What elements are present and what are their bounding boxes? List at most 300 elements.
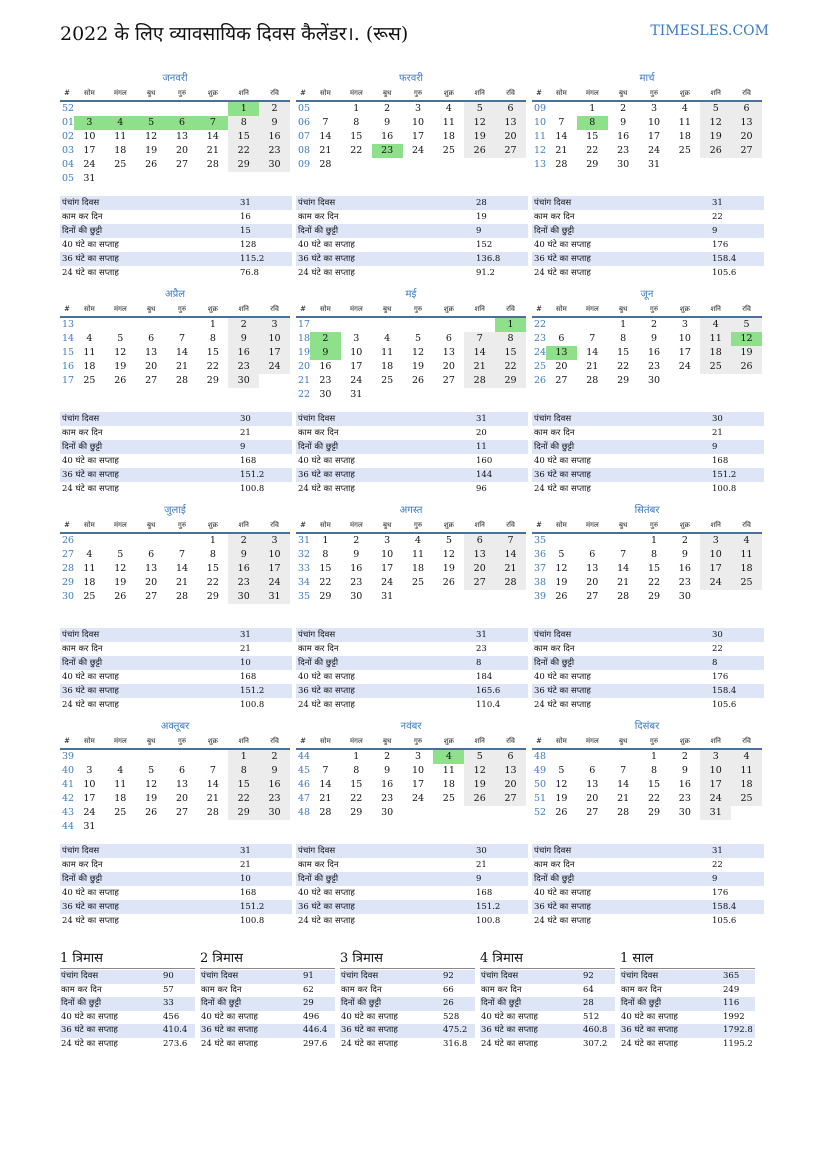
day-cell: 19 — [555, 577, 568, 588]
stat-value: 96 — [476, 484, 487, 494]
summary-row — [480, 970, 615, 984]
stat-label: पंचांग दिवस — [534, 198, 572, 208]
stat-label: काम कर दिन — [62, 428, 103, 438]
week-number: 24 — [534, 347, 547, 358]
empty-cell — [197, 102, 228, 116]
day-cell: 9 — [681, 549, 688, 560]
stat-row — [296, 468, 528, 482]
day-cell: 8 — [228, 764, 259, 778]
day-cell: 1 — [620, 319, 627, 330]
weekday-label: रवि — [506, 737, 515, 745]
day-cell: 1 — [650, 535, 658, 546]
stat-label: काम कर दिन — [298, 644, 339, 654]
stat-label: काम कर दिन — [298, 860, 339, 870]
empty-cell — [495, 590, 526, 604]
day-cell: 7 — [495, 534, 526, 548]
empty-cell — [105, 102, 136, 116]
month-calendar — [532, 288, 762, 388]
stat-label: दिनों की छुट्टी — [534, 226, 575, 236]
summary-value: 92 — [583, 971, 594, 981]
empty-cell — [197, 172, 228, 186]
day-cell: 19 — [145, 145, 158, 156]
stat-label: काम कर दिन — [62, 644, 103, 654]
empty-cell — [700, 374, 731, 388]
summary-value: 66 — [443, 984, 454, 995]
week-number: 17 — [298, 319, 311, 330]
weekday-label: शनि — [474, 305, 485, 313]
stat-value: 31 — [240, 630, 251, 640]
weekday-label: गुरु — [413, 305, 423, 313]
weekday-label: गुरु — [177, 521, 187, 529]
week-number: 44 — [298, 751, 311, 762]
day-cell: 7 — [322, 117, 329, 128]
day-cell: 12 — [464, 764, 495, 778]
summary-block — [200, 950, 335, 1051]
week-number: 29 — [62, 577, 75, 588]
week-number: 08 — [298, 145, 311, 156]
day-cell: 15 — [617, 347, 630, 358]
weekday-label: सोम — [556, 521, 567, 529]
month-grid — [60, 102, 290, 186]
weekday-label: मंगल — [349, 305, 363, 313]
day-cell: 14 — [206, 131, 219, 142]
day-cell: 9 — [650, 333, 658, 344]
day-cell: 6 — [589, 765, 596, 776]
day-cell: 24 — [259, 360, 290, 374]
stat-label: काम कर दिन — [298, 212, 339, 222]
day-cell: 26 — [555, 591, 568, 602]
day-cell: 25 — [731, 792, 762, 806]
summary-label: 40 घंटे का सप्ताह — [341, 1011, 398, 1022]
weekday-label: शुक्र — [679, 737, 690, 745]
summary-value: 29 — [303, 998, 314, 1008]
stat-label: 36 घंटे का सप्ताह — [62, 470, 119, 480]
stat-row — [532, 642, 764, 656]
day-cell: 24 — [700, 576, 731, 590]
day-cell: 20 — [555, 361, 568, 372]
summary-block — [620, 950, 755, 1051]
month-name: मार्च — [639, 73, 655, 84]
summary-label: 24 घंटे का सप्ताह — [201, 1038, 258, 1049]
weekday-label: बुध — [618, 521, 628, 529]
summary-value: 62 — [303, 984, 314, 995]
summary-value: 456 — [163, 1011, 180, 1022]
month-name: अगस्त — [399, 505, 423, 516]
day-cell: 12 — [442, 549, 455, 560]
stat-value: 9 — [476, 226, 482, 236]
day-cell: 20 — [495, 130, 526, 144]
empty-cell — [577, 318, 608, 332]
stat-value: 158.4 — [712, 254, 737, 264]
stat-label: 36 घंटे का सप्ताह — [534, 470, 591, 480]
day-cell: 5 — [117, 549, 124, 560]
stat-value: 31 — [240, 198, 251, 208]
stat-label: 24 घंटे का सप्ताह — [298, 484, 355, 494]
summary-block — [480, 950, 615, 1051]
stat-value: 168 — [240, 888, 257, 898]
summary-title: 1 त्रिमास — [60, 950, 195, 969]
day-cell: 28 — [586, 375, 599, 386]
week-number: 43 — [62, 807, 75, 818]
day-cell: 3 — [700, 534, 731, 548]
summary-label: काम कर दिन — [481, 984, 522, 995]
day-cell: 4 — [86, 333, 93, 344]
day-cell: 20 — [586, 577, 599, 588]
empty-cell — [403, 318, 434, 332]
day-cell: 5 — [464, 750, 495, 764]
summary-value: 316.8 — [443, 1038, 468, 1049]
stat-value: 21 — [240, 860, 251, 870]
day-cell: 11 — [411, 549, 425, 560]
empty-cell — [259, 374, 290, 388]
week-number: 26 — [62, 535, 75, 546]
stat-row — [296, 440, 528, 454]
stat-label: 24 घंटे का सप्ताह — [62, 268, 119, 278]
day-cell: 6 — [167, 116, 198, 130]
day-cell: 3 — [681, 319, 688, 330]
day-cell: 31 — [381, 591, 394, 602]
summary-value: 446.4 — [303, 1025, 328, 1035]
day-cell: 1 — [650, 751, 658, 762]
day-cell: 8 — [209, 549, 216, 560]
summary-value: 92 — [443, 971, 454, 981]
day-cell: 10 — [647, 117, 661, 128]
day-cell: 14 — [175, 563, 189, 574]
stat-value: 100.8 — [240, 916, 265, 926]
day-cell: 22 — [228, 144, 259, 158]
week-number: 47 — [298, 793, 311, 804]
empty-cell — [136, 102, 167, 116]
empty-cell — [197, 750, 228, 764]
stat-row — [296, 454, 528, 468]
day-cell: 3 — [86, 765, 93, 776]
stat-label: काम कर दिन — [534, 212, 575, 222]
empty-cell — [403, 388, 434, 402]
day-cell: 23 — [617, 145, 630, 156]
stat-label: 24 घंटे का सप्ताह — [534, 700, 591, 710]
month-stats — [532, 412, 764, 496]
stat-value: 105.6 — [712, 268, 737, 278]
day-cell: 27 — [731, 144, 762, 158]
weekday-header — [60, 734, 290, 750]
day-cell: 8 — [322, 549, 329, 560]
summary-value: 460.8 — [583, 1025, 608, 1035]
day-cell: 16 — [228, 562, 259, 576]
stat-value: 151.2 — [712, 470, 737, 480]
weekday-label: गुरु — [649, 305, 659, 313]
stat-value: 151.2 — [240, 686, 265, 696]
weekday-label: # — [536, 737, 542, 745]
stat-label: 40 घंटे का सप्ताह — [298, 888, 355, 898]
empty-cell — [546, 102, 577, 116]
day-cell: 23 — [350, 577, 363, 588]
day-cell: 21 — [464, 360, 495, 374]
summary-row — [60, 1038, 195, 1052]
week-number: 46 — [298, 779, 311, 790]
day-cell: 20 — [464, 562, 495, 576]
day-cell: 14 — [617, 563, 630, 574]
weekday-label: मंगल — [349, 737, 363, 745]
stat-value: 151.2 — [240, 470, 265, 480]
weekday-label: रवि — [270, 737, 279, 745]
stat-row — [532, 886, 764, 900]
summary-label: पंचांग दिवस — [341, 971, 379, 981]
weekday-label: शुक्र — [443, 89, 454, 97]
day-cell: 16 — [647, 347, 661, 358]
day-cell: 1 — [495, 318, 526, 332]
week-number: 49 — [534, 765, 547, 776]
day-cell: 15 — [586, 131, 599, 142]
day-cell: 12 — [555, 779, 568, 790]
empty-cell — [136, 750, 167, 764]
day-cell: 12 — [145, 779, 158, 790]
stat-row — [296, 412, 528, 426]
empty-cell — [608, 750, 639, 764]
day-cell: 9 — [228, 548, 259, 562]
day-cell: 17 — [381, 563, 394, 574]
day-cell: 1 — [322, 535, 329, 546]
day-cell: 25 — [731, 576, 762, 590]
stat-label: दिनों की छुट्टी — [298, 874, 339, 884]
empty-cell — [731, 806, 762, 820]
day-cell: 27 — [175, 807, 189, 818]
stat-row — [296, 670, 528, 684]
day-cell: 21 — [175, 577, 189, 588]
stat-row — [532, 858, 764, 872]
weekday-label: शुक्र — [679, 305, 690, 313]
stat-label: 24 घंटे का सप्ताह — [62, 484, 119, 494]
day-cell: 11 — [381, 347, 394, 358]
day-cell: 10 — [411, 765, 425, 776]
day-cell: 2 — [681, 751, 688, 762]
day-cell: 9 — [228, 332, 259, 346]
weekday-label: गुरु — [177, 305, 187, 313]
weekday-header — [532, 302, 762, 318]
day-cell: 4 — [117, 765, 124, 776]
day-cell: 13 — [586, 563, 599, 574]
stat-row — [296, 914, 528, 928]
stat-row — [296, 224, 528, 238]
day-cell: 20 — [175, 793, 189, 804]
week-number: 05 — [298, 103, 311, 114]
day-cell: 2 — [620, 103, 627, 114]
day-cell: 2 — [259, 102, 290, 116]
day-cell: 26 — [731, 360, 762, 374]
day-cell: 2 — [681, 535, 688, 546]
day-cell: 22 — [495, 360, 526, 374]
day-cell: 18 — [114, 793, 127, 804]
week-number: 37 — [534, 563, 547, 574]
day-cell: 17 — [700, 562, 731, 576]
week-number: 04 — [62, 159, 75, 170]
stat-label: 36 घंटे का सप्ताह — [298, 902, 355, 912]
week-number: 22 — [534, 319, 547, 330]
week-number: 19 — [298, 347, 311, 358]
day-cell: 16 — [259, 130, 290, 144]
day-cell: 18 — [678, 131, 691, 142]
day-cell: 20 — [145, 361, 158, 372]
day-cell: 14 — [319, 131, 332, 142]
day-cell: 13 — [731, 116, 762, 130]
empty-cell — [259, 820, 290, 834]
stat-label: पंचांग दिवस — [298, 630, 336, 640]
empty-cell — [167, 318, 198, 332]
stat-label: पंचांग दिवस — [62, 198, 100, 208]
month-calendar — [296, 288, 526, 402]
empty-cell — [105, 750, 136, 764]
month-grid — [296, 750, 526, 820]
stat-value: 100.8 — [712, 484, 737, 494]
day-cell: 4 — [700, 318, 731, 332]
day-cell: 28 — [319, 159, 332, 170]
month-stats — [532, 844, 764, 928]
day-cell: 21 — [617, 577, 630, 588]
day-cell: 19 — [411, 361, 425, 372]
summary-value: 64 — [583, 984, 594, 995]
day-cell: 14 — [206, 779, 219, 790]
day-cell: 15 — [206, 347, 219, 358]
day-cell: 9 — [384, 117, 391, 128]
day-cell: 17 — [411, 779, 425, 790]
day-cell: 3 — [650, 103, 658, 114]
day-cell: 2 — [228, 534, 259, 548]
month-grid — [296, 318, 526, 402]
stat-label: 40 घंटे का सप्ताह — [534, 456, 591, 466]
weekday-label: मंगल — [585, 737, 599, 745]
summary-row — [620, 997, 755, 1011]
empty-cell — [433, 158, 464, 172]
day-cell: 29 — [647, 591, 661, 602]
summary-row — [200, 997, 335, 1011]
stat-value: 30 — [240, 414, 251, 424]
month-stats — [60, 844, 292, 928]
day-cell: 15 — [647, 563, 661, 574]
day-cell: 24 — [411, 145, 425, 156]
day-cell: 10 — [83, 779, 96, 790]
stat-value: 160 — [476, 456, 493, 466]
week-number: 07 — [298, 131, 311, 142]
day-cell: 5 — [558, 549, 565, 560]
weekday-label: रवि — [742, 89, 751, 97]
stat-value: 9 — [712, 874, 718, 884]
stat-value: 151.2 — [476, 902, 501, 912]
week-number: 39 — [62, 751, 75, 762]
day-cell: 30 — [678, 807, 691, 818]
day-cell: 19 — [464, 130, 495, 144]
weekday-label: बुध — [146, 521, 156, 529]
weekday-label: शनि — [474, 737, 485, 745]
weekday-header — [60, 302, 290, 318]
stat-row — [60, 858, 292, 872]
stat-row — [60, 238, 292, 252]
week-number: 05 — [62, 173, 75, 184]
summary-label: पंचांग दिवस — [201, 971, 239, 981]
site-link[interactable]: TIMESLES.COM — [650, 23, 769, 39]
week-number: 21 — [298, 375, 311, 386]
month-grid — [532, 750, 762, 820]
stat-label: दिनों की छुट्टी — [534, 442, 575, 452]
week-number: 27 — [62, 549, 75, 560]
day-cell: 24 — [678, 361, 691, 372]
day-cell: 19 — [145, 793, 158, 804]
day-cell: 20 — [145, 577, 158, 588]
month-name: जनवरी — [162, 73, 188, 84]
day-cell: 16 — [319, 361, 332, 372]
week-number: 14 — [62, 333, 75, 344]
day-cell: 18 — [731, 778, 762, 792]
month-name: जून — [640, 289, 654, 300]
stat-value: 105.6 — [712, 700, 737, 710]
day-cell: 13 — [145, 347, 158, 358]
day-cell: 12 — [411, 347, 425, 358]
summary-label: काम कर दिन — [621, 984, 662, 995]
weekday-label: # — [64, 737, 70, 745]
day-cell: 6 — [445, 333, 452, 344]
weekday-label: बुध — [146, 737, 156, 745]
day-cell: 9 — [259, 764, 290, 778]
stat-label: काम कर दिन — [298, 428, 339, 438]
day-cell: 22 — [586, 145, 599, 156]
empty-cell — [433, 806, 464, 820]
day-cell: 27 — [145, 591, 158, 602]
month-stats — [60, 412, 292, 496]
empty-cell — [310, 318, 341, 332]
summary-row — [620, 984, 755, 998]
month-calendar — [532, 504, 762, 604]
stat-value: 158.4 — [712, 686, 737, 696]
day-cell: 30 — [678, 591, 691, 602]
summary-value: 512 — [583, 1011, 600, 1022]
weekday-label: मंगल — [349, 521, 363, 529]
day-cell: 6 — [178, 765, 186, 776]
stat-value: 9 — [240, 442, 246, 452]
stat-label: 36 घंटे का सप्ताह — [62, 686, 119, 696]
week-number: 12 — [534, 145, 547, 156]
day-cell: 1 — [209, 535, 216, 546]
weekday-header — [296, 302, 526, 318]
day-cell: 15 — [647, 779, 661, 790]
day-cell: 28 — [175, 375, 189, 386]
stat-label: दिनों की छुट्टी — [62, 874, 103, 884]
stat-label: 40 घंटे का सप्ताह — [62, 672, 119, 682]
day-cell: 9 — [681, 765, 688, 776]
summary-label: दिनों की छुट्टी — [621, 998, 662, 1008]
summary-row — [620, 1024, 755, 1038]
month-stats — [532, 628, 764, 712]
day-cell: 18 — [381, 361, 394, 372]
day-cell: 15 — [350, 131, 363, 142]
stat-label: 36 घंटे का सप्ताह — [298, 470, 355, 480]
stat-row — [296, 252, 528, 266]
day-cell: 28 — [617, 807, 630, 818]
weekday-header — [296, 734, 526, 750]
stat-value: 168 — [712, 456, 729, 466]
weekday-label: शनि — [710, 737, 721, 745]
stat-value: 19 — [476, 212, 487, 222]
stat-value: 184 — [476, 672, 493, 682]
stat-label: 40 घंटे का सप्ताह — [62, 456, 119, 466]
day-cell: 17 — [411, 131, 425, 142]
stat-row — [296, 642, 528, 656]
stat-value: 168 — [240, 672, 257, 682]
day-cell: 13 — [145, 563, 158, 574]
stat-row — [60, 196, 292, 210]
weekday-label: # — [300, 89, 306, 97]
day-cell: 13 — [175, 131, 189, 142]
stat-row — [60, 844, 292, 858]
weekday-label: शनि — [710, 89, 721, 97]
stat-value: 151.2 — [240, 902, 265, 912]
